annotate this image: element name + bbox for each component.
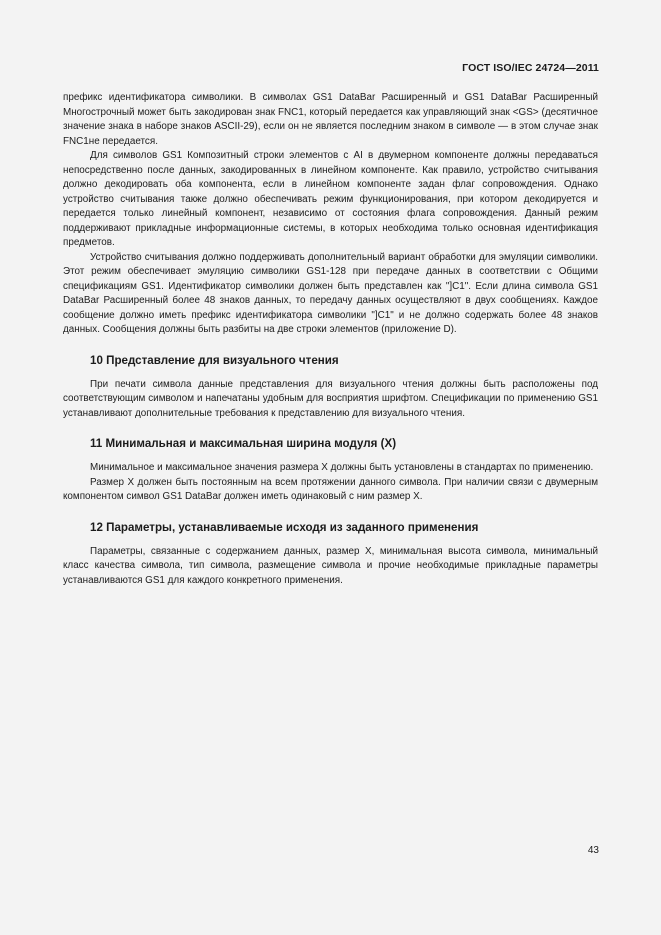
- section-11-heading: 11 Минимальная и максимальная ширина модуля (X): [90, 437, 397, 450]
- section-10-paragraph-1: При печати символа данные представления для визуального чтения должны быть расположены под соответствующим символом и напечатаны удобным для восприятия шрифтом. Спецификации по применению GS1 устанавливают дополнительные требования к представлению для визуального чтения.: [63, 378, 598, 419]
- page-body: [63, 91, 598, 588]
- section-11-paragraph-2: Размер X должен быть постоянным на всем протяжении данного символа. При наличии связи с двумерным компонентом символ GS1 DataBar должен иметь одинаковый с ним размер X.: [63, 476, 598, 502]
- page-number: 43: [587, 845, 599, 856]
- intro-paragraph-1: префикс идентификатора символики. В символах GS1 DataBar Расширенный и GS1 DataBar Расширенный Многострочный может быть закодирован знак FNC1, который передается как управляющий знак <GS> (десятичное значение знака в наборе знаков ASCII-29), если он не является последним знаком в символе — в этом случае знак FNC1не передается.: [63, 92, 598, 147]
- intro-paragraph-3: Устройство считывания должно поддерживать дополнительный вариант обработки для эмуляции символики. Этот режим обеспечивает эмуляцию символики GS1-128 при передаче данных в соответствии с Общими спецификациям GS1. Идентификатор символики должен быть представлен как "]C1". Если длина символа GS1 DataBar Расширенный более 48 знаков данных, то передачу данных осуществляют в двух сообщениях. Каждое сообщение должно иметь префикс идентификатора символики "]C1" и не должно содержать более 48 знаков данных. Сообщения должны быть разбиты на две строки элементов (приложение D).: [63, 251, 598, 335]
- section-12-paragraph-1: Параметры, связанные с содержанием данных, размер X, минимальная высота символа, минимальный класс качества символа, тип символа, размещение символа и прочие необходимые прикладные параметры устанавливаются GS1 для каждого конкретного применения.: [63, 545, 598, 586]
- intro-paragraph-2: Для символов GS1 Композитный строки элементов с AI в двумерном компоненте должны передаваться непосредственно после данных, закодированных в линейном компоненте. Как правило, устройство считывания должно декодировать оба компонента, если в линейном компоненте задан флаг сопровождения. Однако устройство считывания также должно обеспечивать режим функционирования, при котором декодируется и передается только линейный компонент, независимо от состояния флага сопровождения. Данный режим поддерживают прикладные информационные системы, в которых необходима только основная идентификация предметов.: [63, 150, 598, 248]
- section-11-paragraph-1: Минимальное и максимальное значения размера X должны быть установлены в стандартах по применению.: [90, 462, 594, 473]
- standard-header: ГОСТ ISO/IEC 24724—2011: [462, 62, 599, 74]
- section-12-heading: 12 Параметры, устанавливаемые исходя из заданного применения: [90, 520, 479, 534]
- section-10-heading: 10 Представление для визуального чтения: [90, 353, 339, 367]
